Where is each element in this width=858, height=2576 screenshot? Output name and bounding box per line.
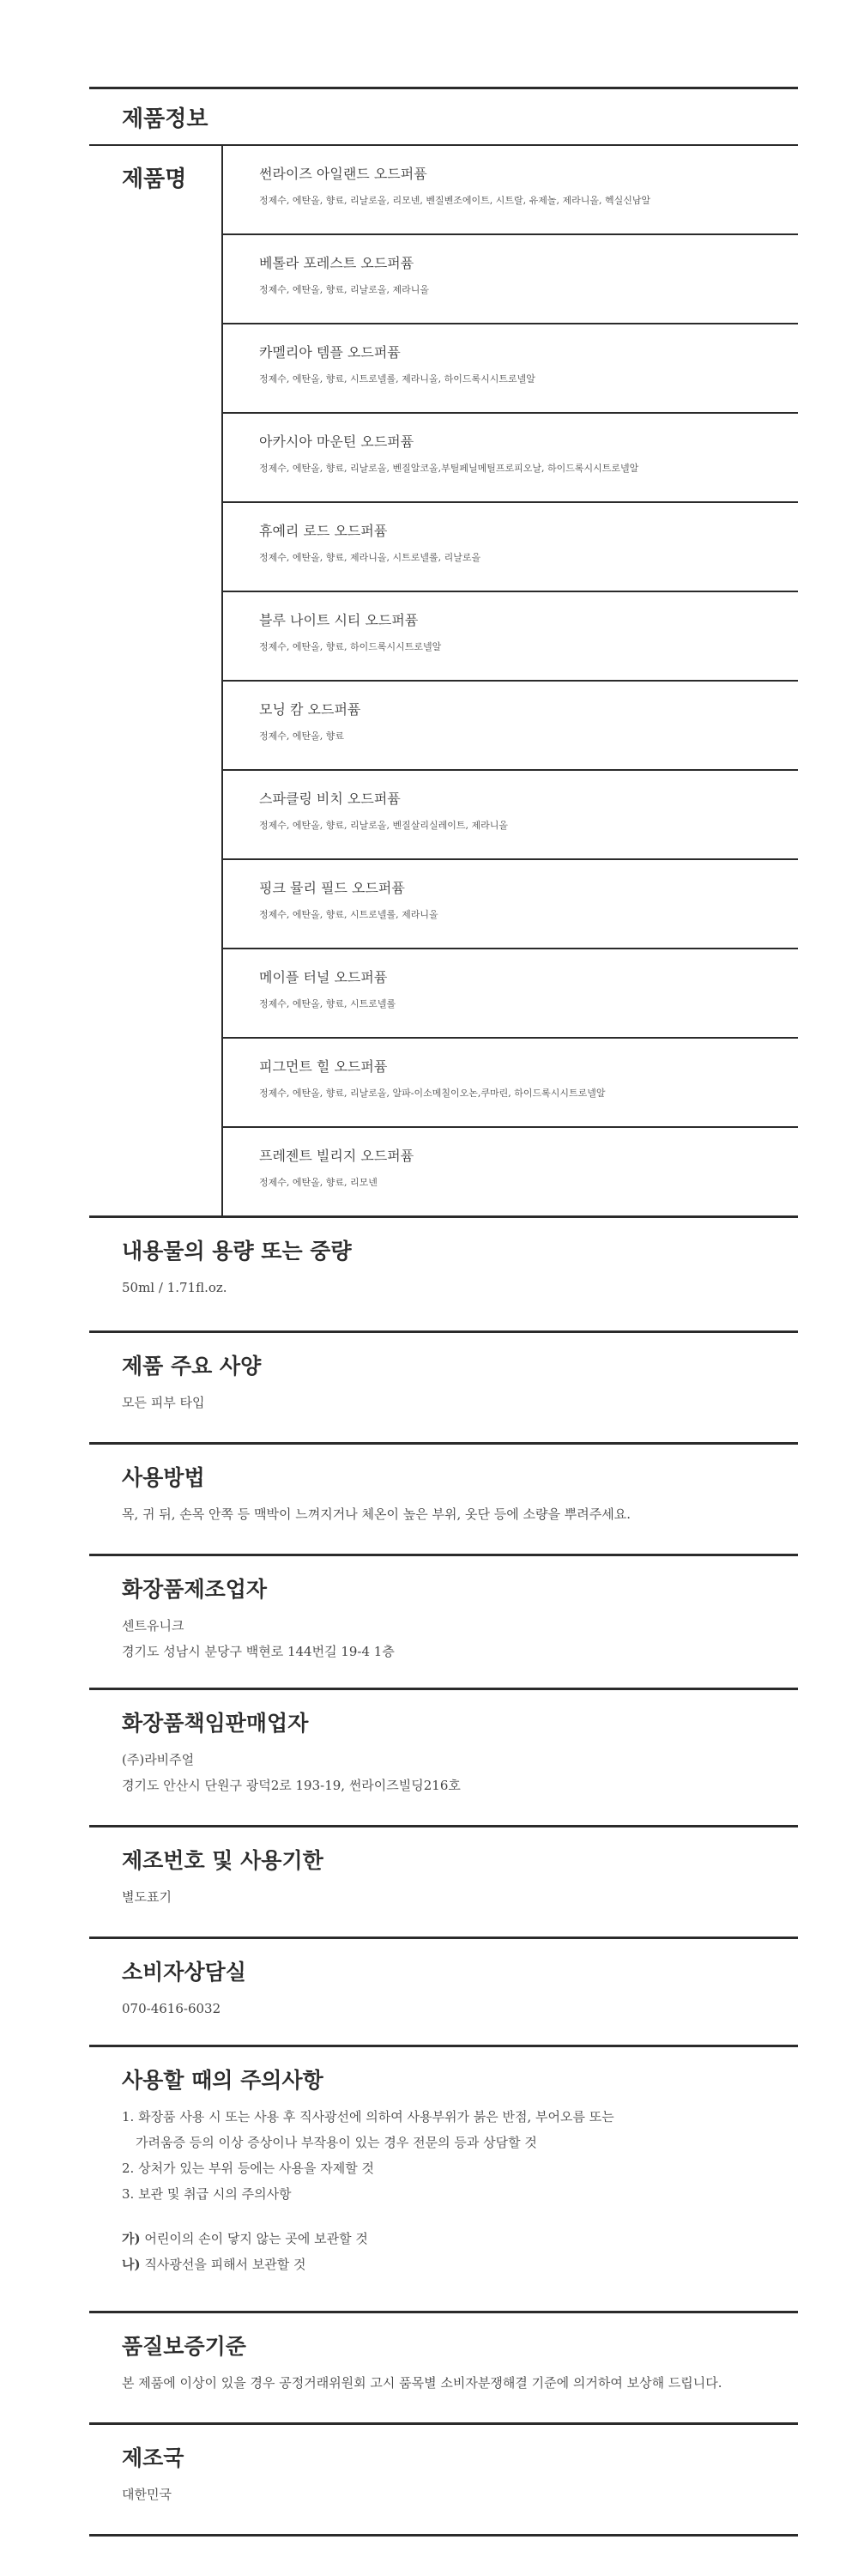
product-ingredients: 정제수, 에탄올, 향료, 리날로올, 알파-이소메칠이오논,쿠마린, 하이드록시시트로넬알 bbox=[259, 1088, 606, 1099]
section-text: 대한민국 bbox=[122, 2487, 172, 2502]
caution-sub-marker: 나) bbox=[122, 2257, 141, 2272]
product-ingredients: 정제수, 에탄올, 향료, 시트로넬롤, 제라니올 bbox=[259, 909, 438, 920]
section-text: 070-4616-6032 bbox=[122, 2001, 221, 2016]
page-title: 제품정보 bbox=[122, 106, 208, 132]
section-contact bbox=[89, 1937, 798, 2045]
product-name: 베톨라 포레스트 오드퍼퓸 bbox=[259, 255, 414, 271]
product-ingredients: 정제수, 에탄올, 향료, 리날로올, 리모넨, 벤질벤조에이트, 시트랄, 유제놀, 제라니올, 헥실신남알 bbox=[259, 195, 651, 206]
section-text: 목, 귀 뒤, 손목 안쪽 등 맥박이 느껴지거나 체온이 높은 부위, 옷단 등에 소량을 뿌려주세요. bbox=[122, 1506, 631, 1522]
product-name-label: 제품명 bbox=[122, 167, 187, 192]
caution-sub-marker: 가) bbox=[122, 2231, 141, 2246]
caution-sub-line bbox=[122, 2252, 798, 2277]
caution-sub-text: 직사광선을 피해서 보관할 것 bbox=[140, 2257, 306, 2272]
section-origin bbox=[89, 2422, 798, 2534]
product-row bbox=[223, 146, 798, 235]
section-text: 본 제품에 이상이 있을 경우 공정거래위원회 고시 품목별 소비자분쟁해결 기준에 의거하여 보상해 드립니다. bbox=[122, 2375, 722, 2391]
section-title: 품질보증기준 bbox=[122, 2334, 246, 2359]
product-row bbox=[223, 503, 798, 592]
section-title: 화장품제조업자 bbox=[122, 1577, 268, 1602]
product-row bbox=[223, 235, 798, 324]
product-name: 메이플 터널 오드퍼퓸 bbox=[259, 969, 388, 985]
section-title: 화장품책임판매업자 bbox=[122, 1711, 309, 1736]
section-text: 별도표기 bbox=[122, 1889, 172, 1905]
section-title: 사용방법 bbox=[122, 1465, 205, 1490]
section-caution bbox=[89, 2045, 798, 2311]
product-row bbox=[223, 592, 798, 682]
product-name: 핑크 뮬리 필드 오드퍼퓸 bbox=[259, 880, 405, 896]
caution-line: 1. 화장품 사용 시 또는 사용 후 직사광선에 의하여 사용부위가 붉은 반점, 부어오름 또는 bbox=[122, 2109, 614, 2124]
product-name: 아카시아 마운틴 오드퍼퓸 bbox=[259, 433, 414, 450]
product-ingredients: 정제수, 에탄올, 향료 bbox=[259, 730, 344, 742]
product-ingredients: 정제수, 에탄올, 향료, 리모넨 bbox=[259, 1177, 378, 1188]
product-name: 모닝 캄 오드퍼퓸 bbox=[259, 701, 361, 718]
section-title: 사용할 때의 주의사항 bbox=[122, 2068, 323, 2093]
product-row bbox=[223, 1039, 798, 1128]
section-lot bbox=[89, 1825, 798, 1937]
product-ingredients: 정제수, 에탄올, 향료, 시트로넬롤 bbox=[259, 998, 396, 1009]
product-name: 스파클링 비치 오드퍼퓸 bbox=[259, 791, 401, 807]
product-row bbox=[223, 414, 798, 503]
product-name: 프레젠트 빌리지 오드퍼퓸 bbox=[259, 1148, 414, 1164]
product-ingredients: 정제수, 에탄올, 향료, 리날로올, 제라니올 bbox=[259, 284, 429, 295]
section-title: 내용물의 용량 또는 중량 bbox=[122, 1239, 352, 1264]
product-name: 카멜리아 템플 오드퍼퓸 bbox=[259, 344, 401, 361]
product-ingredients: 정제수, 에탄올, 향료, 리날로올, 벤질살리실레이트, 제라니올 bbox=[259, 820, 508, 831]
section-title: 제조국 bbox=[122, 2446, 184, 2470]
product-ingredients: 정제수, 에탄올, 향료, 하이드록시시트로넬알 bbox=[259, 641, 442, 652]
product-row bbox=[223, 771, 798, 860]
product-name-label-cell bbox=[89, 146, 223, 1215]
product-info-header bbox=[89, 89, 798, 144]
product-ingredients: 정제수, 에탄올, 향료, 시트로넬롤, 제라니올, 하이드록시시트로넬알 bbox=[259, 373, 535, 385]
product-name: 썬라이즈 아일랜드 오드퍼퓸 bbox=[259, 166, 427, 182]
caution-line: 3. 보관 및 취급 시의 주의사항 bbox=[122, 2186, 292, 2202]
product-row bbox=[223, 682, 798, 771]
section-quality bbox=[89, 2311, 798, 2422]
section-seller bbox=[89, 1688, 798, 1825]
product-ingredients: 정제수, 에탄올, 향료, 제라니올, 시트로넬롤, 리날로올 bbox=[259, 552, 481, 563]
section-spec bbox=[89, 1330, 798, 1442]
section-text: (주)라비주얼 bbox=[122, 1752, 195, 1767]
product-ingredients: 정제수, 에탄올, 향료, 리날로올, 벤질알코올,부틸페닐메틸프로피오날, 하이드록시시트로넬알 bbox=[259, 463, 639, 474]
product-row bbox=[223, 860, 798, 949]
bottom-divider bbox=[89, 2534, 798, 2537]
caution-sub-line bbox=[122, 2226, 798, 2252]
caution-sub-text: 어린이의 손이 닿지 않는 곳에 보관할 것 bbox=[140, 2231, 368, 2246]
product-row bbox=[223, 949, 798, 1039]
section-volume bbox=[89, 1215, 798, 1330]
section-text: 모든 피부 타입 bbox=[122, 1395, 205, 1410]
section-manufacturer bbox=[89, 1554, 798, 1688]
product-name: 휴예리 로드 오드퍼퓸 bbox=[259, 523, 388, 539]
product-name: 피그먼트 힐 오드퍼퓸 bbox=[259, 1058, 388, 1075]
product-name-table bbox=[89, 144, 798, 1215]
section-text: 센트유니크 bbox=[122, 1618, 184, 1633]
caution-line: 가려움증 등의 이상 증상이나 부작용이 있는 경우 전문의 등과 상담할 것 bbox=[136, 2135, 537, 2150]
product-name: 블루 나이트 시티 오드퍼퓸 bbox=[259, 612, 419, 628]
product-list bbox=[223, 146, 798, 1215]
section-text: 경기도 안산시 단원구 광덕2로 193-19, 썬라이즈빌딩216호 bbox=[122, 1778, 461, 1793]
section-title: 소비자상담실 bbox=[122, 1960, 246, 1985]
caution-line: 2. 상처가 있는 부위 등에는 사용을 자제할 것 bbox=[122, 2161, 375, 2176]
product-row bbox=[223, 1128, 798, 1215]
section-title: 제품 주요 사양 bbox=[122, 1354, 262, 1379]
section-usage bbox=[89, 1442, 798, 1554]
product-info-page bbox=[89, 0, 798, 2537]
section-text: 50ml / 1.71fl.oz. bbox=[122, 1280, 227, 1295]
section-title: 제조번호 및 사용기한 bbox=[122, 1848, 323, 1873]
section-text: 경기도 성남시 분당구 백현로 144번길 19-4 1층 bbox=[122, 1644, 395, 1659]
product-row bbox=[223, 324, 798, 414]
